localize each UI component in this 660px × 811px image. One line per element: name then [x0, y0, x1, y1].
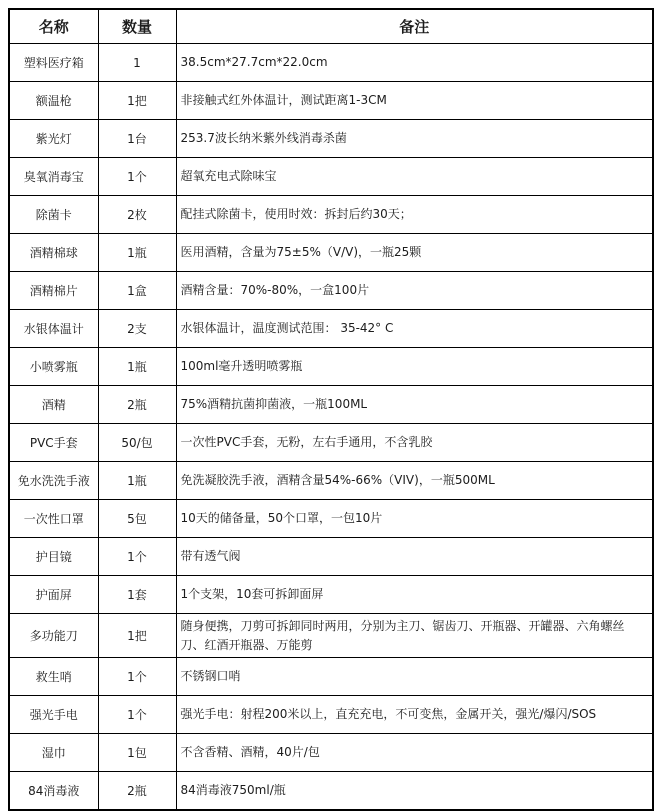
- item-quantity-cell: 2瓶: [98, 386, 176, 424]
- item-remark-cell: 水银体温计，温度测试范围： 35-42° C: [176, 310, 653, 348]
- item-name-cell: 水银体温计: [9, 310, 98, 348]
- table-row: [9, 120, 653, 158]
- table-row: [9, 696, 653, 734]
- table-row: [9, 424, 653, 462]
- item-quantity-cell: 1套: [98, 576, 176, 614]
- item-remark-cell: 免洗凝胶洗手液，酒精含量54%-66%（VIV)，一瓶500ML: [176, 462, 653, 500]
- item-name-cell: 强光手电: [9, 696, 98, 734]
- item-quantity-cell: 1个: [98, 538, 176, 576]
- item-quantity-cell: 1: [98, 44, 176, 82]
- table-row: [9, 614, 653, 658]
- item-name-cell: 多功能刀: [9, 614, 98, 658]
- item-remark-cell: 不含香精、酒精，40片/包: [176, 734, 653, 772]
- item-remark-cell: 84消毒液750ml/瓶: [176, 772, 653, 811]
- table-row: [9, 234, 653, 272]
- item-name-cell: 额温枪: [9, 82, 98, 120]
- table-row: [9, 658, 653, 696]
- item-remark-cell: 强光手电：射程200米以上，直充充电，不可变焦，金属开关，强光/爆闪/SOS: [176, 696, 653, 734]
- table-row: [9, 44, 653, 82]
- header-qty: 数量: [98, 9, 176, 44]
- item-remark-cell: 不锈钢口哨: [176, 658, 653, 696]
- item-quantity-cell: 1个: [98, 696, 176, 734]
- item-name-cell: 酒精棉球: [9, 234, 98, 272]
- item-remark-cell: 253.7波长纳米紫外线消毒杀菌: [176, 120, 653, 158]
- item-quantity-cell: 1把: [98, 614, 176, 658]
- item-remark-cell: 配挂式除菌卡，使用时效：拆封后约30天；: [176, 196, 653, 234]
- item-quantity-cell: 2枚: [98, 196, 176, 234]
- item-quantity-cell: 1包: [98, 734, 176, 772]
- table-row: [9, 196, 653, 234]
- item-remark-cell: 100ml毫升透明喷雾瓶: [176, 348, 653, 386]
- header-remark: 备注: [176, 9, 653, 44]
- item-quantity-cell: 1瓶: [98, 462, 176, 500]
- item-name-cell: 小喷雾瓶: [9, 348, 98, 386]
- item-quantity-cell: 2支: [98, 310, 176, 348]
- table-row: [9, 538, 653, 576]
- item-name-cell: 除菌卡: [9, 196, 98, 234]
- item-remark-cell: 非接触式红外体温计，测试距离1-3CM: [176, 82, 653, 120]
- item-remark-cell: 超氧充电式除味宝: [176, 158, 653, 196]
- item-remark-cell: 酒精含量：70%-80%，一盒100片: [176, 272, 653, 310]
- table-row: [9, 348, 653, 386]
- table-row: [9, 734, 653, 772]
- table-row: [9, 82, 653, 120]
- item-name-cell: PVC手套: [9, 424, 98, 462]
- item-quantity-cell: 5包: [98, 500, 176, 538]
- table-row: [9, 462, 653, 500]
- item-remark-cell: 一次性PVC手套，无粉，左右手通用，不含乳胶: [176, 424, 653, 462]
- item-remark-cell: 10天的储备量，50个口罩，一包10片: [176, 500, 653, 538]
- item-quantity-cell: 1台: [98, 120, 176, 158]
- item-remark-cell: 38.5cm*27.7cm*22.0cm: [176, 44, 653, 82]
- item-name-cell: 护目镜: [9, 538, 98, 576]
- item-name-cell: 酒精棉片: [9, 272, 98, 310]
- item-remark-cell: 带有透气阀: [176, 538, 653, 576]
- item-name-cell: 免水洗洗手液: [9, 462, 98, 500]
- item-name-cell: 84消毒液: [9, 772, 98, 811]
- item-name-cell: 酒精: [9, 386, 98, 424]
- item-remark-cell: 随身便携，刀剪可拆卸同时两用，分别为主刀、锯齿刀、开瓶器、开罐器、六角螺丝刀、红酒开瓶器、万能剪: [176, 614, 653, 658]
- table-row: [9, 576, 653, 614]
- item-name-cell: 湿巾: [9, 734, 98, 772]
- item-name-cell: 塑料医疗箱: [9, 44, 98, 82]
- item-name-cell: 紫光灯: [9, 120, 98, 158]
- table-row: [9, 500, 653, 538]
- item-quantity-cell: 50/包: [98, 424, 176, 462]
- table-body: [9, 44, 653, 811]
- item-quantity-cell: 1瓶: [98, 234, 176, 272]
- item-remark-cell: 75%酒精抗菌抑菌液，一瓶100ML: [176, 386, 653, 424]
- item-quantity-cell: 1个: [98, 158, 176, 196]
- header-name: 名称: [9, 9, 98, 44]
- item-name-cell: 臭氧消毒宝: [9, 158, 98, 196]
- item-quantity-cell: 2瓶: [98, 772, 176, 811]
- table-row: [9, 386, 653, 424]
- item-name-cell: 一次性口罩: [9, 500, 98, 538]
- header-row: [9, 9, 653, 44]
- item-name-cell: 救生哨: [9, 658, 98, 696]
- item-quantity-cell: 1盒: [98, 272, 176, 310]
- item-remark-cell: 医用酒精，含量为75±5%（V/V)，一瓶25颗: [176, 234, 653, 272]
- supplies-table: [8, 8, 654, 811]
- item-quantity-cell: 1把: [98, 82, 176, 120]
- item-name-cell: 护面屏: [9, 576, 98, 614]
- table-row: [9, 310, 653, 348]
- table-row: [9, 272, 653, 310]
- table-row: [9, 158, 653, 196]
- item-remark-cell: 1个支架，10套可拆卸面屏: [176, 576, 653, 614]
- item-quantity-cell: 1瓶: [98, 348, 176, 386]
- table-row: [9, 772, 653, 811]
- item-quantity-cell: 1个: [98, 658, 176, 696]
